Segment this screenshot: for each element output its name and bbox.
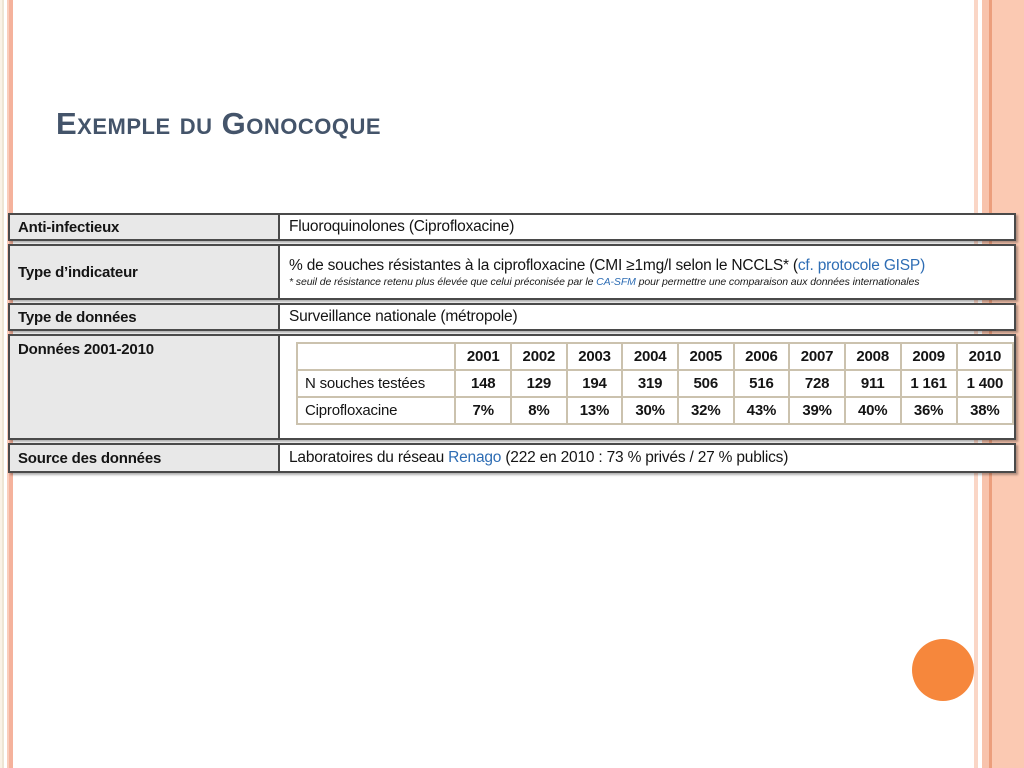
row-anti-infectieux — [8, 213, 1016, 241]
year-header-cell: 2001 — [455, 343, 511, 370]
series-value-cell: 506 — [678, 370, 734, 397]
footnote-text-suffix: pour permettre une comparaison aux données internationales — [635, 275, 920, 288]
row-label: Données 2001-2010 — [10, 336, 280, 438]
series-value-cell: 38% — [957, 397, 1013, 424]
row-donnees-2001-2010 — [8, 334, 1016, 440]
renago-link[interactable]: Renago — [448, 449, 502, 466]
row-label: Anti-infectieux — [10, 215, 280, 239]
series-value-cell: 148 — [455, 370, 511, 397]
indicator-footnote — [289, 276, 1005, 288]
source-text-suffix: (222 en 2010 : 73 % privés / 27 % publics) — [501, 449, 789, 466]
footnote-text: * seuil de résistance retenu plus élevée que celui préconisée par le — [289, 275, 597, 288]
row-label: Source des données — [10, 445, 280, 471]
series-value-cell: 728 — [789, 370, 845, 397]
row-label: Type d’indicateur — [10, 246, 280, 298]
inner-data-row — [297, 397, 1013, 424]
inner-data-row — [297, 370, 1013, 397]
series-value-cell: 13% — [567, 397, 623, 424]
row-value — [280, 246, 1014, 298]
series-value-cell: 36% — [901, 397, 957, 424]
source-text: Laboratoires du réseau — [289, 449, 449, 466]
year-header-cell: 2004 — [622, 343, 678, 370]
series-value-cell: 32% — [678, 397, 734, 424]
series-value-cell: 40% — [845, 397, 901, 424]
series-name-cell: N souches testées — [297, 370, 455, 397]
series-value-cell: 911 — [845, 370, 901, 397]
series-value-cell: 194 — [567, 370, 623, 397]
series-value-cell: 39% — [789, 397, 845, 424]
series-value-cell: 8% — [511, 397, 567, 424]
decorative-orange-circle — [912, 639, 974, 701]
series-value-cell: 319 — [622, 370, 678, 397]
protocole-gisp-link[interactable]: cf. protocole GISP — [797, 256, 921, 274]
row-value — [280, 215, 1014, 239]
year-header-cell: 2002 — [511, 343, 567, 370]
year-header-cell: 2007 — [789, 343, 845, 370]
year-header-cell: 2005 — [678, 343, 734, 370]
anti-infectieux-value: Fluoroquinolones (Ciprofloxacine) — [289, 218, 515, 235]
series-value-cell: 7% — [455, 397, 511, 424]
slide-title: Exemple du Gonocoque — [56, 106, 382, 141]
row-type-indicateur — [8, 244, 1016, 300]
series-value-cell: 30% — [622, 397, 678, 424]
yearly-data-table — [296, 342, 1014, 425]
type-donnees-value: Surveillance nationale (métropole) — [289, 308, 518, 325]
series-value-cell: 1 400 — [957, 370, 1013, 397]
row-label: Type de données — [10, 305, 280, 329]
year-header-cell: 2006 — [734, 343, 790, 370]
inner-table-header-row — [297, 343, 1013, 370]
inner-corner-cell — [297, 343, 455, 370]
year-header-cell: 2008 — [845, 343, 901, 370]
series-name-cell: Ciprofloxacine — [297, 397, 455, 424]
row-type-donnees — [8, 303, 1016, 331]
indicator-info-table — [8, 213, 1016, 476]
year-header-cell: 2010 — [957, 343, 1013, 370]
left-edge-stripe-2 — [2, 0, 4, 768]
row-value — [280, 305, 1014, 329]
series-value-cell: 1 161 — [901, 370, 957, 397]
indicator-text: % de souches résistantes à la ciprofloxacine (CMI ≥1mg/l selon le NCCLS* ( — [289, 256, 798, 274]
indicator-text-suffix: ) — [920, 256, 926, 274]
row-source-donnees — [8, 443, 1016, 473]
year-header-cell: 2003 — [567, 343, 623, 370]
yearly-data-table-body — [297, 343, 1013, 424]
series-value-cell: 43% — [734, 397, 790, 424]
year-header-cell: 2009 — [901, 343, 957, 370]
source-line — [289, 449, 1005, 467]
row-value — [280, 445, 1014, 471]
series-value-cell: 129 — [511, 370, 567, 397]
series-value-cell: 516 — [734, 370, 790, 397]
row-value — [280, 336, 1014, 438]
ca-sfm-link[interactable]: CA-SFM — [596, 275, 636, 288]
indicator-main-line — [289, 257, 1005, 275]
